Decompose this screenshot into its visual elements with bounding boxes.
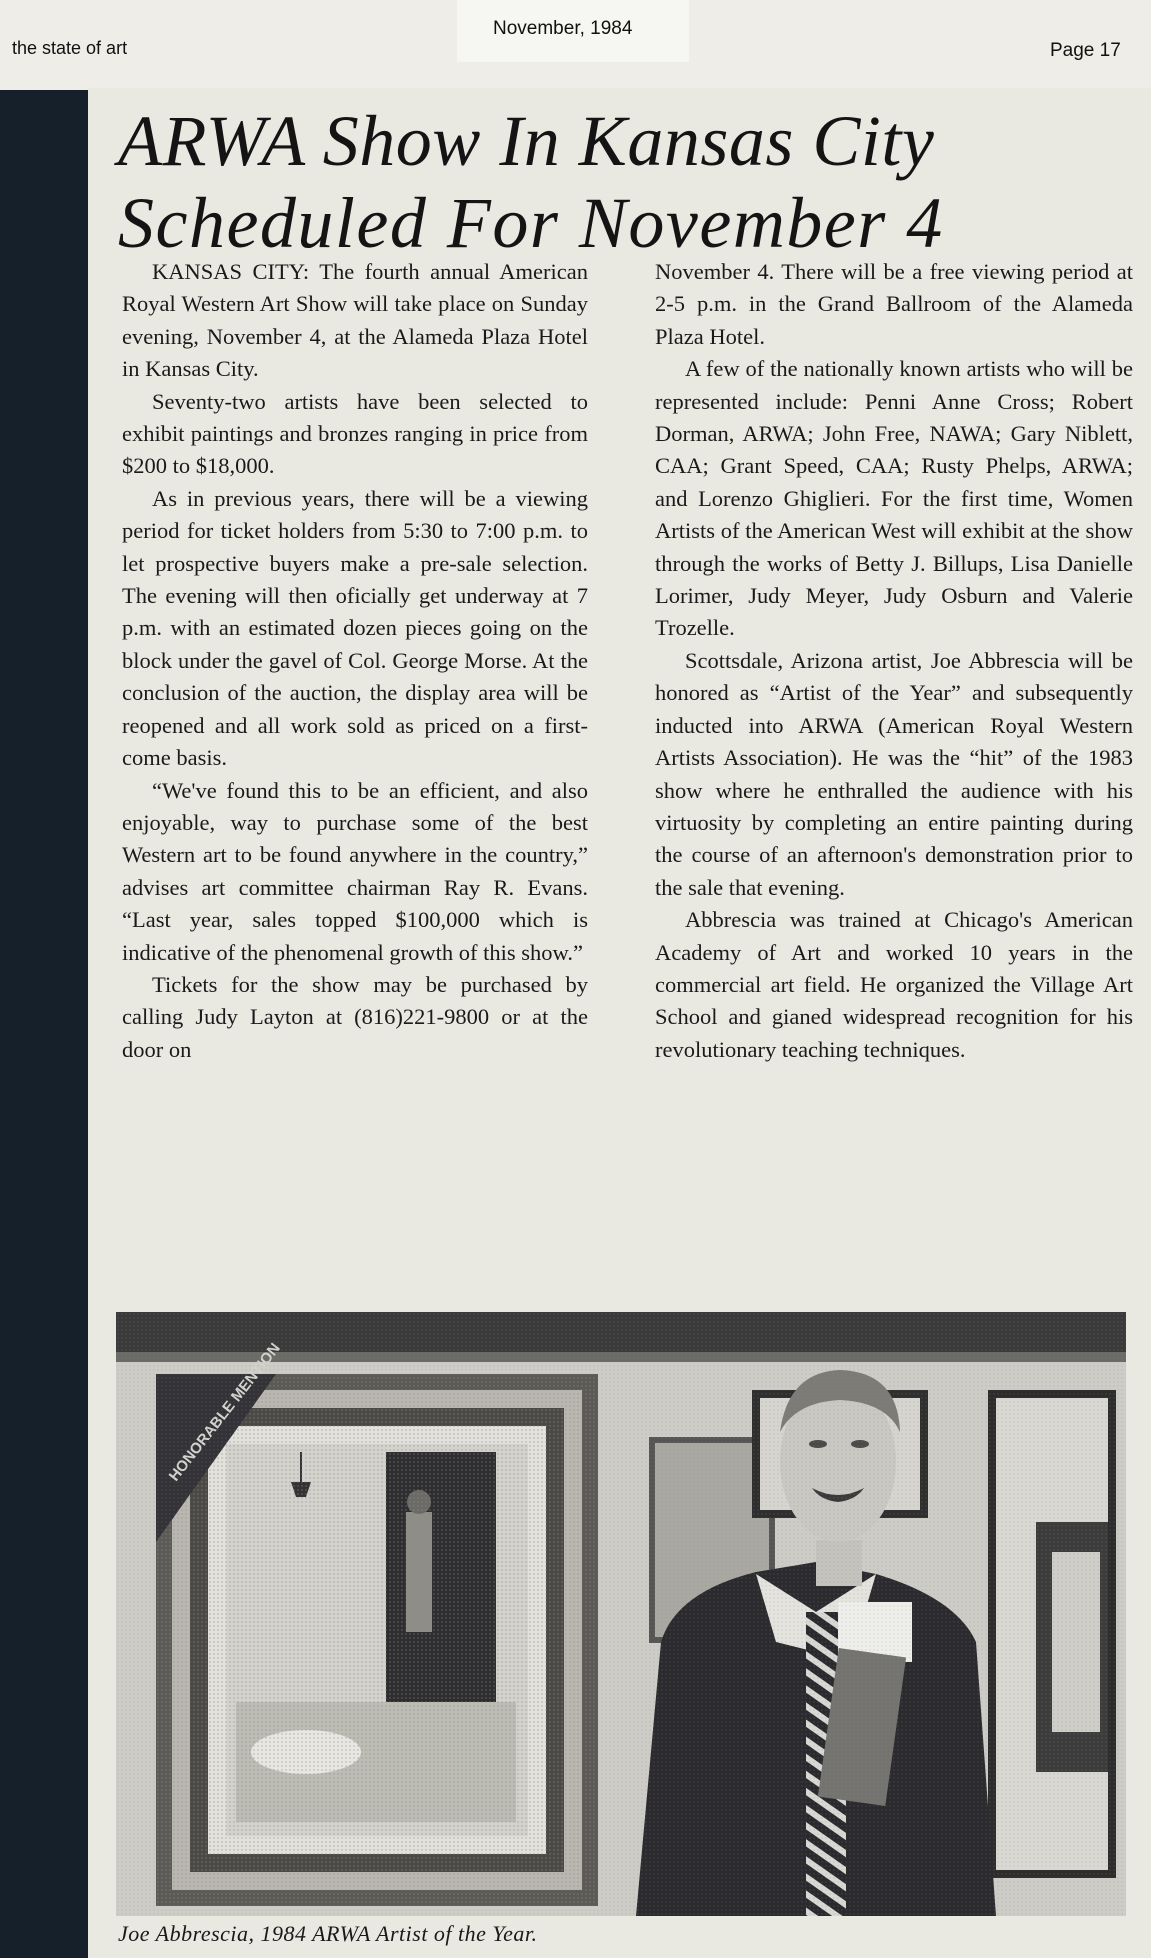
paragraph: Scottsdale, Arizona artist, Joe Abbrescia will be honored as “Artist of the Year” and subsequently inducted into ARWA (American Royal Western Artists Association). He was the “hit” of the 1983 show where he enthralled the audience with his virtuosity by completing an entire painting during the course of an afternoon's demonstration prior to the sale that evening.: [655, 647, 1133, 900]
article-photo: [116, 1312, 1126, 1916]
article-column-left: [122, 256, 588, 1066]
dark-background-edge: [0, 90, 92, 1958]
paragraph: Tickets for the show may be purchased by calling Judy Layton at (816)221-9800 or at the door on: [122, 971, 588, 1062]
paragraph: As in previous years, there will be a viewing period for ticket holders from 5:30 to 7:00 p.m. to let prospective buyers make a pre-sale selection. The evening will then oficially get underway at 7 p.m. with an estimated dozen pieces going on the block under the gavel of Col. George Morse. At the conclusion of the auction, the display area will be reopened and all work sold as priced on a first-come basis.: [122, 485, 588, 771]
paragraph: Seventy-two artists have been selected to exhibit paintings and bronzes ranging in price from $200 to $18,000.: [122, 388, 588, 479]
paragraph: KANSAS CITY: The fourth annual American Royal Western Art Show will take place on Sunday evening, November 4, at the Alameda Plaza Hotel in Kansas City.: [122, 259, 588, 382]
article-column-right: [655, 256, 1133, 1066]
paragraph: A few of the nationally known artists who will be represented include: Penni Anne Cross; Robert Dorman, ARWA; John Free, NAWA; Gary Niblett, CAA; Grant Speed, CAA; Rusty Phelps, ARWA; and Lorenzo Ghiglieri. For the first time, Women Artists of the American West will exhibit at the show through the works of Betty J. Billups, Lisa Danielle Lorimer, Judy Meyer, Judy Osburn and Valerie Trozelle.: [655, 356, 1133, 641]
headline: [118, 100, 1138, 264]
headline-line-2: Scheduled For November 4: [118, 183, 944, 263]
photo-caption: Joe Abbrescia, 1984 ARWA Artist of the Year.: [118, 1921, 538, 1946]
paragraph: “We've found this to be an efficient, and also enjoyable, way to purchase some of the best Western art to be found anywhere in the country,” advises art committee chairman Ray R. Evans. “Last year, sales topped $100,000 which is indicative of the phenomenal growth of this show.”: [122, 777, 588, 965]
paragraph: Abbrescia was trained at Chicago's American Academy of Art and worked 10 years in the commercial art field. He organized the Village Art School and gianed widespread recognition for his revolutionary teaching techniques.: [655, 907, 1133, 1062]
headline-line-1: ARWA Show In Kansas City: [118, 101, 935, 181]
issue-date: November, 1984: [493, 18, 633, 39]
photo-illustration: [116, 1312, 1126, 1916]
paragraph: November 4. There will be a free viewing period at 2-5 p.m. in the Grand Ballroom of the Alameda Plaza Hotel.: [655, 259, 1133, 349]
page-number: Page 17: [1050, 40, 1121, 61]
publication-label: the state of art: [12, 38, 128, 58]
